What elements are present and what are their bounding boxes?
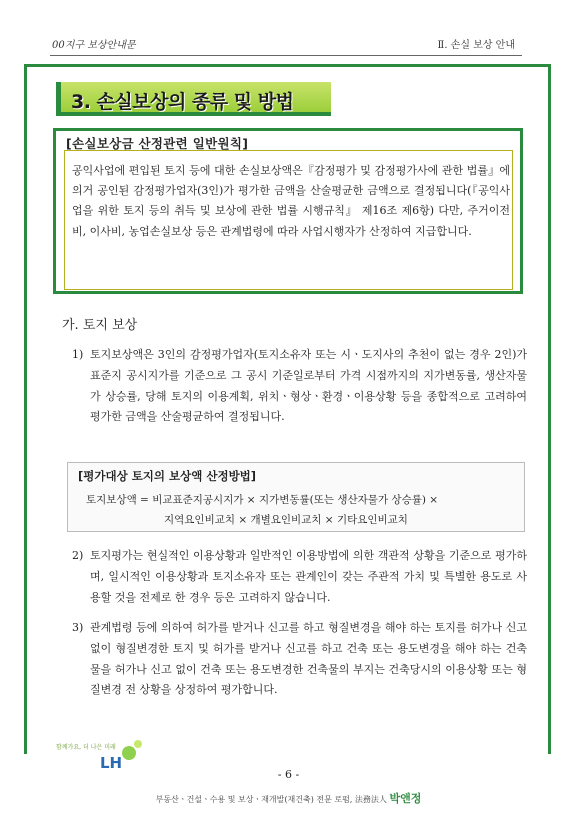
formula-line: 토지보상액 = 비교표준지공시지가 × 지가변동률(또는 생산자물가 상승률) × [86, 494, 439, 506]
item-number: 1) [72, 348, 84, 361]
item-text: 관계법령 등에 의하여 허가를 받거나 신고를 하고 형질변경을 해야 하는 토지를 허가나 신고 없이 형질변경한 토지 및 허가를 받거나 신고를 하고 건축 또는 용도변경을 해야 하는 건축물을 허가나 신고 없이 건축 또는 용도변경한 건축물의 부지는 건축당시의 이용상황 또는 형질변경 전 상황을 상정하여 평가합니다. [90, 621, 527, 697]
general-principle-box [53, 128, 523, 294]
formula-line: 지역요인비교치 × 개별요인비교치 × 기타요인비교치 [164, 514, 408, 526]
logo-slogan: 함께가요, 더 나은 미래 [56, 744, 116, 751]
footer [0, 790, 577, 806]
item-text: 토지보상액은 3인의 감정평가업자(토지소유자 또는 시ㆍ도지사의 추천이 없는 경우 2인)가 표준지 공시지가를 기준으로 그 공시 기준일로부터 가격 시점까지의 지가변동률, 생산자물가 상승률, 당해 토지의 이용계획, 위치ㆍ형상ㆍ환경ㆍ이용상황 등을 종합적으로 고려하여 평가한 금액을 산술평균하여 결정됩니다. [90, 348, 527, 424]
item-number: 3) [72, 621, 84, 634]
principle-body: 공익사업에 편입된 토지 등에 대한 손실보상액은『감정평가 및 감정평가사에 관한 법률』에 의거 공인된 감정평가업자(3인)가 평가한 금액을 산술평균한 금액으로 결정됩니다(『공익사업을 위한 토지 등의 취득 및 보상에 관한 법률 시행규칙』 제16조 제6항) 다만, 주거이전비, 이사비, 농업손실보상 등은 관계법령에 따라 사업시행자가 산정하여 지급합니다. [72, 164, 510, 238]
page-number: - 6 - [277, 768, 300, 781]
logo-dot-icon [122, 746, 136, 760]
header-divider [50, 55, 522, 56]
list-item [72, 618, 527, 701]
formula-box [67, 462, 525, 532]
item-number: 2) [72, 549, 84, 562]
principle-inner-box [64, 150, 513, 290]
formula-title: [평가대상 토지의 보상액 산정방법] [78, 469, 257, 483]
footer-brand: 박앤정 [389, 792, 422, 805]
chapter-title: Ⅱ. 손실 보상 안내 [437, 40, 515, 51]
item-text: 토지평가는 현실적인 이용상황과 일반적인 이용방법에 의한 객관적 상황을 기준으로 평가하며, 일시적인 이용상황과 토지소유자 또는 관계인이 갖는 주관적 가치 및 특별한 용도로 사용할 것을 전제로 한 경우 등은 고려하지 않습니다. [90, 549, 527, 604]
list-item [72, 546, 527, 608]
footer-text: 부동산ㆍ건설ㆍ수용 및 보상ㆍ재개발(재건축) 전문 로펌, 法務法人 [155, 795, 387, 804]
logo-text: LH [100, 754, 123, 772]
section-title: 3. 손실보상의 종류 및 방법 [71, 91, 294, 113]
document-title: 00지구 보상안내문 [52, 40, 136, 51]
logo-dot-icon [134, 740, 142, 748]
section-title-banner [56, 82, 331, 116]
principle-title: [손실보상금 산정관련 일반원칙] [66, 136, 249, 151]
list-item [72, 345, 527, 428]
land-compensation-heading: 가. 토지 보상 [62, 318, 138, 333]
